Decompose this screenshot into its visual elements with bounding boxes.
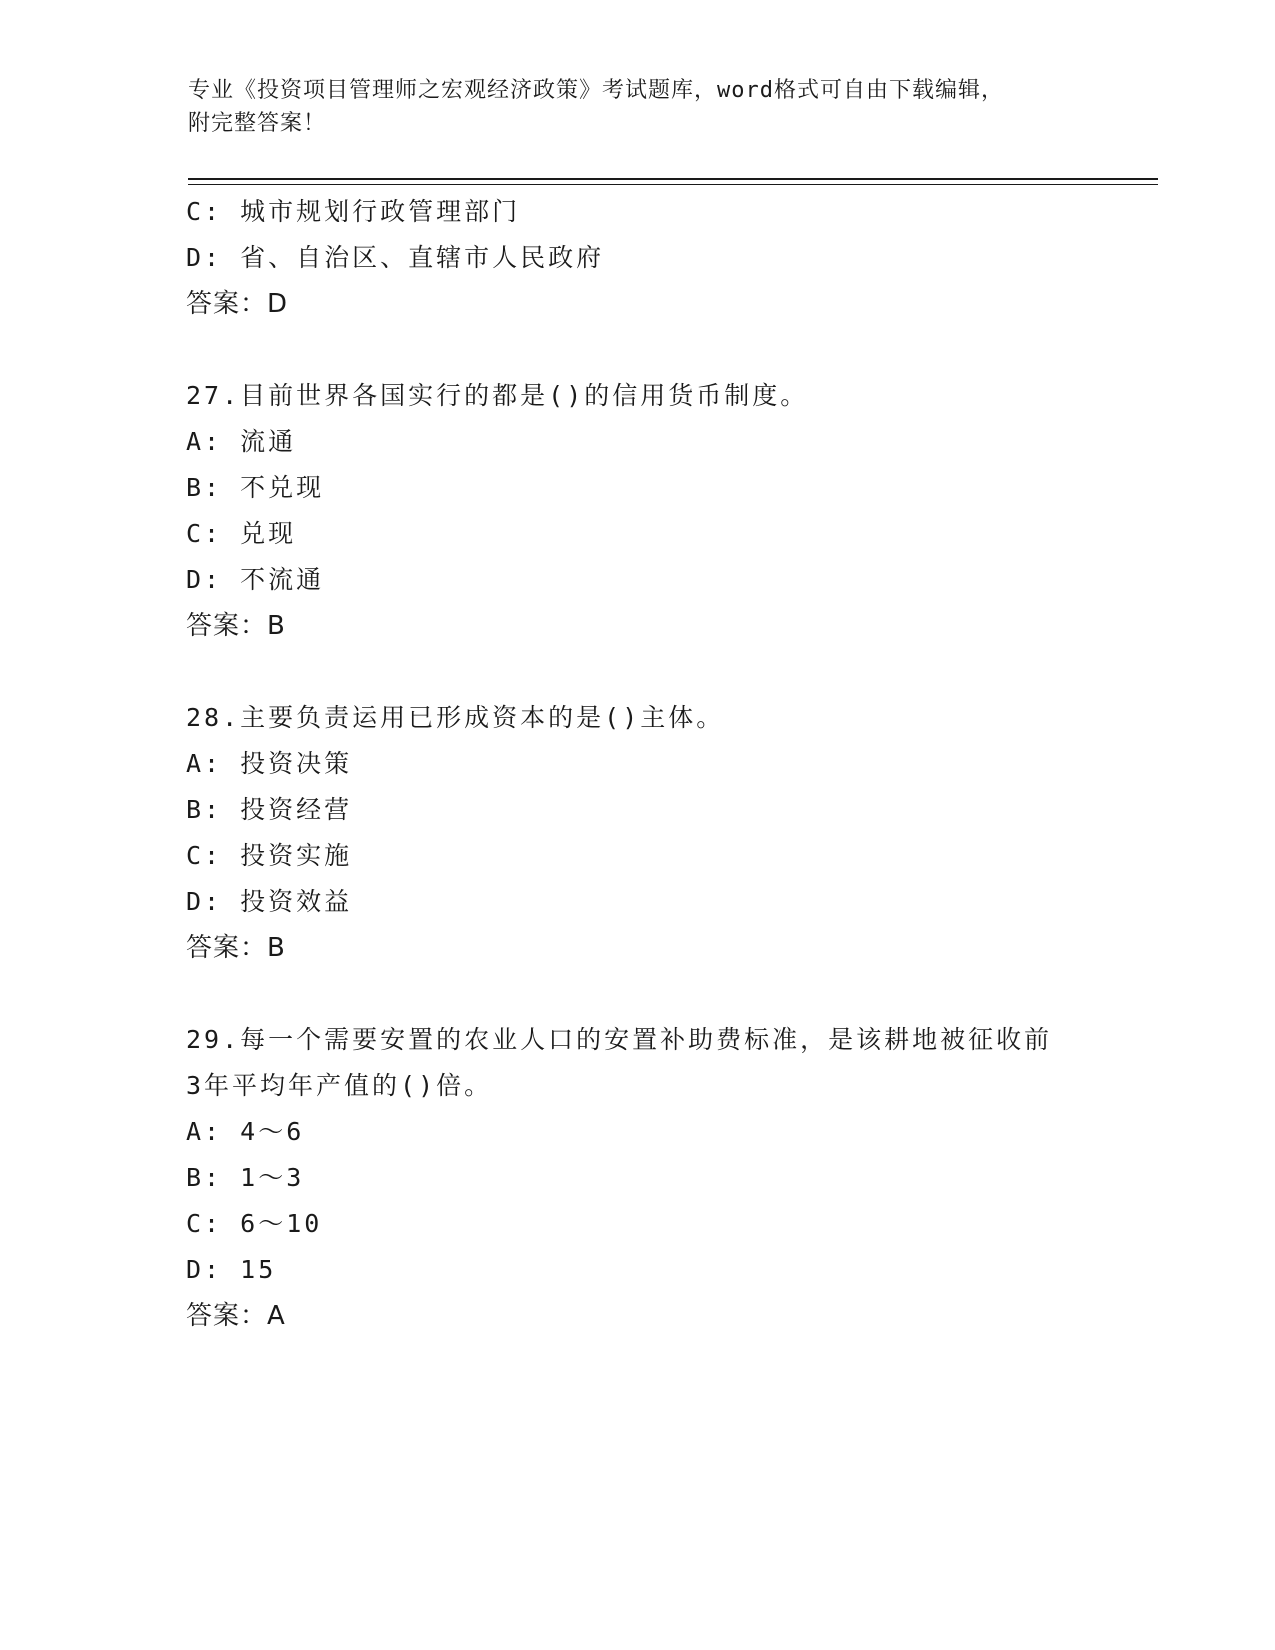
option-c: C: 投资实施 — [186, 841, 353, 870]
question-text: 28.主要负责运用已形成资本的是()主体。 — [186, 703, 725, 732]
answer-line: 答案：A — [186, 1301, 286, 1331]
header-divider-thin — [188, 184, 1158, 185]
answer-line: 答案：B — [186, 611, 286, 641]
option-c: C: 6～10 — [186, 1209, 323, 1238]
spacer — [186, 649, 1086, 695]
option-b: B: 不兑现 — [186, 473, 325, 502]
document-header — [188, 74, 1088, 140]
question-text: 27.目前世界各国实行的都是()的信用货币制度。 — [186, 381, 809, 410]
answer-line: 答案：D — [186, 289, 289, 319]
option-c: C: 兑现 — [186, 519, 297, 548]
question-list — [186, 189, 1086, 1339]
option-d: D: 15 — [186, 1255, 277, 1284]
option-a: A: 投资决策 — [186, 749, 353, 778]
question-text: 29.每一个需要安置的农业人口的安置补助费标准，是该耕地被征收前 — [186, 1025, 1053, 1054]
spacer — [186, 971, 1086, 1017]
question-text-continued: 3年平均年产值的()倍。 — [186, 1071, 493, 1100]
option-b: B: 投资经营 — [186, 795, 353, 824]
header-line-1: 专业《投资项目管理师之宏观经济政策》考试题库，word格式可自由下载编辑， — [188, 78, 1004, 103]
header-divider-thick — [188, 178, 1158, 180]
option-a: A: 流通 — [186, 427, 297, 456]
option-c: C: 城市规划行政管理部门 — [186, 197, 521, 226]
option-d: D: 投资效益 — [186, 887, 353, 916]
header-line-2: 附完整答案！ — [188, 111, 327, 136]
option-a: A: 4～6 — [186, 1117, 305, 1146]
option-d: D: 不流通 — [186, 565, 325, 594]
spacer — [186, 327, 1086, 373]
answer-line: 答案：B — [186, 933, 286, 963]
option-b: B: 1～3 — [186, 1163, 305, 1192]
option-d: D: 省、自治区、直辖市人民政府 — [186, 243, 605, 272]
